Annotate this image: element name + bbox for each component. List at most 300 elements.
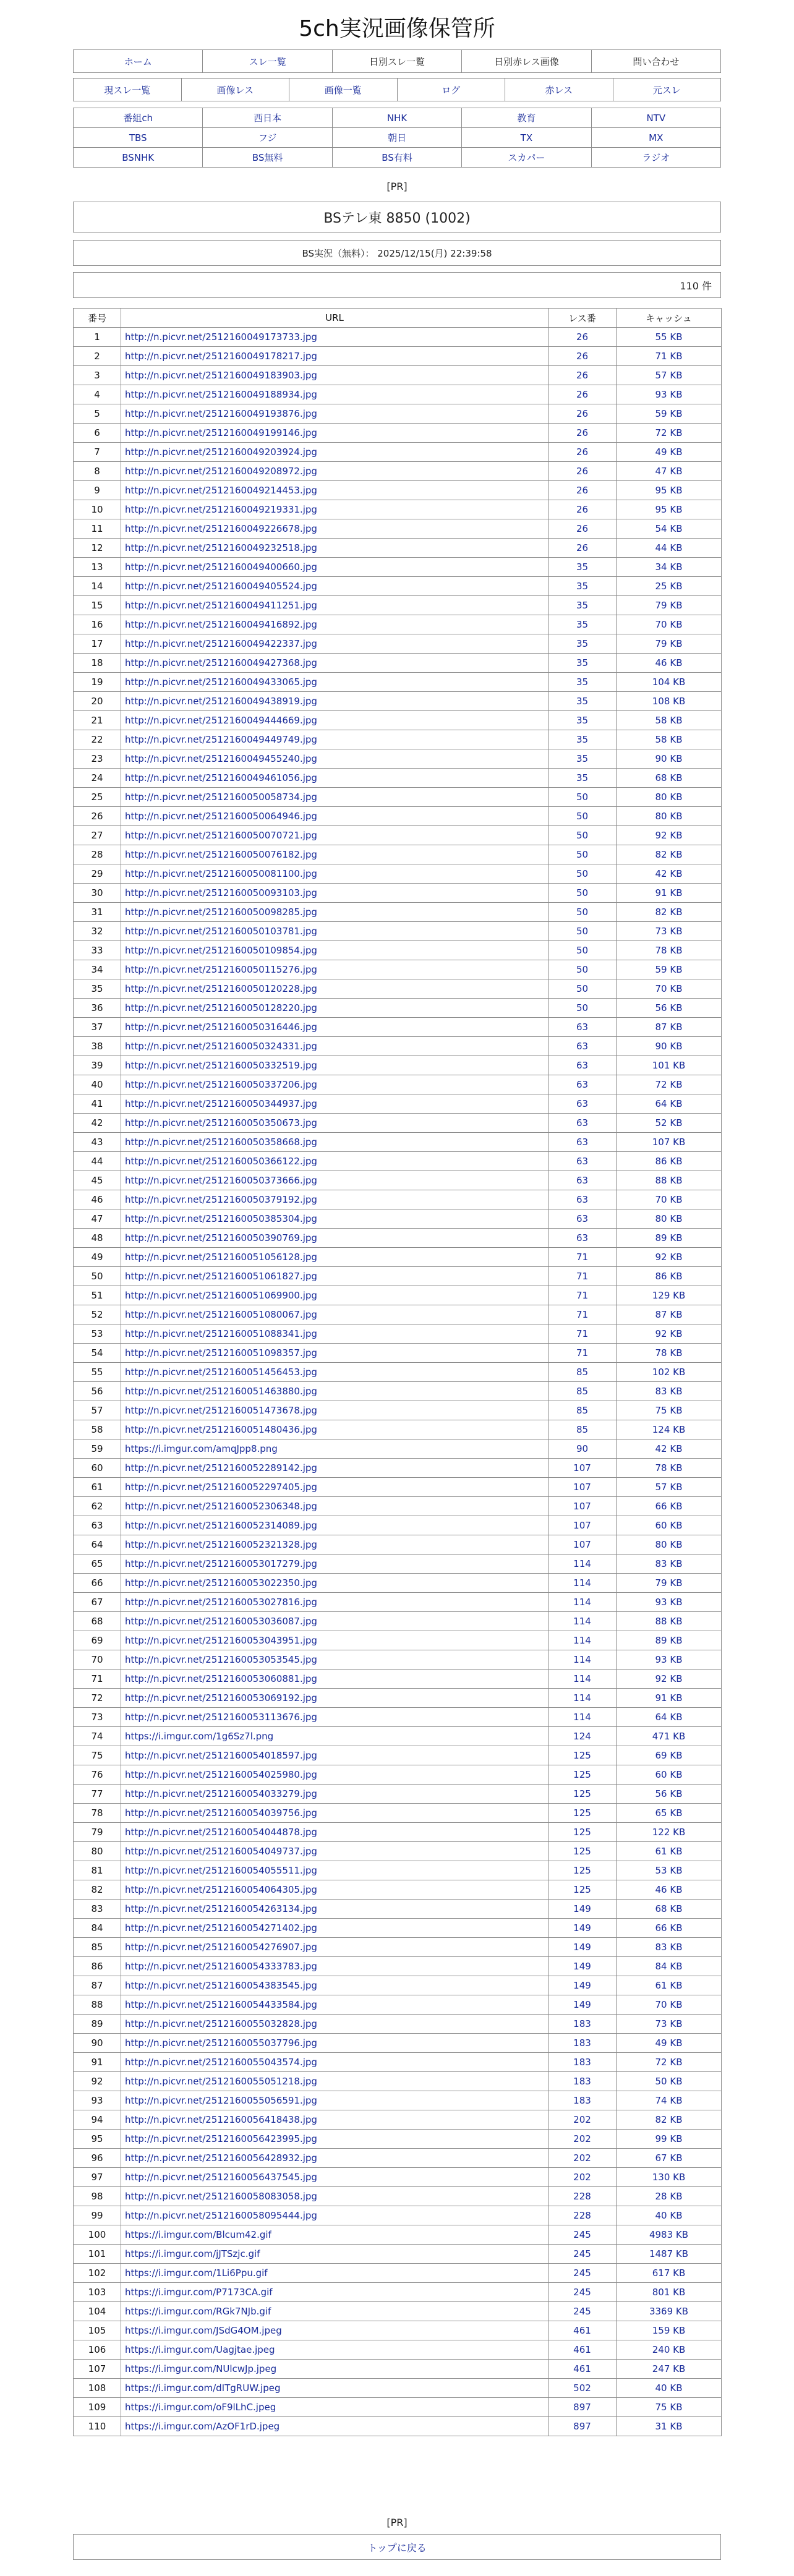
res-number-link[interactable]: 149 [549,1900,617,1919]
channel-link[interactable]: NHK [333,108,462,128]
cache-size-link[interactable]: 79 KB [617,596,722,615]
image-url-link[interactable]: http://n.picvr.net/2512160050344937.jpg [121,1094,549,1114]
image-url-link[interactable]: http://n.picvr.net/2512160049427368.jpg [121,654,549,673]
image-url-link[interactable]: http://n.picvr.net/2512160050324331.jpg [121,1037,549,1056]
res-number-link[interactable]: 50 [549,864,617,884]
cache-size-link[interactable]: 46 KB [617,654,722,673]
cache-size-link[interactable]: 25 KB [617,577,722,596]
image-url-link[interactable]: http://n.picvr.net/2512160053017279.jpg [121,1555,549,1574]
cache-size-link[interactable]: 89 KB [617,1631,722,1650]
res-number-link[interactable]: 71 [549,1344,617,1363]
cache-size-link[interactable]: 247 KB [617,2360,722,2379]
res-number-link[interactable]: 50 [549,788,617,807]
res-number-link[interactable]: 149 [549,1919,617,1938]
image-url-link[interactable]: http://n.picvr.net/2512160053043951.jpg [121,1631,549,1650]
cache-size-link[interactable]: 73 KB [617,2015,722,2034]
image-url-link[interactable]: http://n.picvr.net/2512160051098357.jpg [121,1344,549,1363]
cache-size-link[interactable]: 80 KB [617,807,722,826]
cache-size-link[interactable]: 59 KB [617,404,722,424]
res-number-link[interactable]: 107 [549,1478,617,1497]
cache-size-link[interactable]: 240 KB [617,2340,722,2360]
cache-size-link[interactable]: 92 KB [617,1248,722,1267]
res-number-link[interactable]: 125 [549,1785,617,1804]
res-number-link[interactable]: 71 [549,1267,617,1286]
res-number-link[interactable]: 114 [549,1670,617,1689]
cache-size-link[interactable]: 69 KB [617,1746,722,1765]
cache-size-link[interactable]: 61 KB [617,1976,722,1995]
image-url-link[interactable]: http://n.picvr.net/2512160050350673.jpg [121,1114,549,1133]
image-url-link[interactable]: http://n.picvr.net/2512160050385304.jpg [121,1209,549,1229]
cache-size-link[interactable]: 88 KB [617,1171,722,1190]
image-url-link[interactable]: http://n.picvr.net/2512160050064946.jpg [121,807,549,826]
res-number-link[interactable]: 50 [549,922,617,941]
res-number-link[interactable]: 63 [549,1190,617,1209]
image-url-link[interactable]: http://n.picvr.net/2512160054433584.jpg [121,1995,549,2015]
res-number-link[interactable]: 125 [549,1880,617,1900]
cache-size-link[interactable]: 52 KB [617,1114,722,1133]
image-url-link[interactable]: http://n.picvr.net/2512160053027816.jpg [121,1593,549,1612]
cache-size-link[interactable]: 68 KB [617,1900,722,1919]
res-number-link[interactable]: 35 [549,596,617,615]
image-url-link[interactable]: http://n.picvr.net/2512160054044878.jpg [121,1823,549,1842]
image-url-link[interactable]: http://n.picvr.net/2512160054049737.jpg [121,1842,549,1861]
cache-size-link[interactable]: 86 KB [617,1152,722,1171]
res-number-link[interactable]: 107 [549,1497,617,1516]
cache-size-link[interactable]: 72 KB [617,1075,722,1094]
cache-size-link[interactable]: 159 KB [617,2321,722,2340]
cache-size-link[interactable]: 72 KB [617,424,722,443]
cache-size-link[interactable]: 80 KB [617,788,722,807]
image-url-link[interactable]: https://i.imgur.com/Uagjtae.jpeg [121,2340,549,2360]
image-url-link[interactable]: http://n.picvr.net/2512160054025980.jpg [121,1765,549,1785]
cache-size-link[interactable]: 471 KB [617,1727,722,1746]
cache-size-link[interactable]: 92 KB [617,1324,722,1344]
cache-size-link[interactable]: 66 KB [617,1919,722,1938]
channel-link[interactable]: TX [462,128,591,148]
res-number-link[interactable]: 114 [549,1689,617,1708]
channel-link[interactable]: 西日本 [203,108,332,128]
cache-size-link[interactable]: 68 KB [617,769,722,788]
res-number-link[interactable]: 35 [549,673,617,692]
image-url-link[interactable]: http://n.picvr.net/2512160055051218.jpg [121,2072,549,2091]
res-number-link[interactable]: 35 [549,749,617,769]
res-number-link[interactable]: 26 [549,539,617,558]
res-number-link[interactable]: 26 [549,519,617,539]
cache-size-link[interactable]: 101 KB [617,1056,722,1075]
image-url-link[interactable]: http://n.picvr.net/2512160050358668.jpg [121,1133,549,1152]
cache-size-link[interactable]: 31 KB [617,2417,722,2436]
image-url-link[interactable]: https://i.imgur.com/oF9lLhC.jpeg [121,2398,549,2417]
image-url-link[interactable]: http://n.picvr.net/2512160053053545.jpg [121,1650,549,1670]
res-number-link[interactable]: 114 [549,1593,617,1612]
cache-size-link[interactable]: 87 KB [617,1305,722,1324]
res-number-link[interactable]: 125 [549,1842,617,1861]
res-number-link[interactable]: 202 [549,2110,617,2130]
cache-size-link[interactable]: 71 KB [617,347,722,366]
cache-size-link[interactable]: 40 KB [617,2206,722,2225]
res-number-link[interactable]: 26 [549,481,617,500]
image-url-link[interactable]: https://i.imgur.com/JSdG4OM.jpeg [121,2321,549,2340]
image-url-link[interactable]: http://n.picvr.net/2512160051088341.jpg [121,1324,549,1344]
res-number-link[interactable]: 124 [549,1727,617,1746]
cache-size-link[interactable]: 64 KB [617,1094,722,1114]
image-url-link[interactable]: http://n.picvr.net/2512160050093103.jpg [121,884,549,903]
image-url-link[interactable]: http://n.picvr.net/2512160055043574.jpg [121,2053,549,2072]
image-url-link[interactable]: http://n.picvr.net/2512160049438919.jpg [121,692,549,711]
res-number-link[interactable]: 50 [549,941,617,960]
res-number-link[interactable]: 897 [549,2417,617,2436]
res-number-link[interactable]: 125 [549,1746,617,1765]
res-number-link[interactable]: 245 [549,2302,617,2321]
nav-original-thread-link[interactable]: 元スレ [613,79,722,101]
image-url-link[interactable]: http://n.picvr.net/2512160049193876.jpg [121,404,549,424]
image-url-link[interactable]: http://n.picvr.net/2512160049208972.jpg [121,462,549,481]
res-number-link[interactable]: 125 [549,1823,617,1842]
cache-size-link[interactable]: 92 KB [617,1670,722,1689]
image-url-link[interactable]: http://n.picvr.net/2512160050076182.jpg [121,845,549,864]
res-number-link[interactable]: 26 [549,443,617,462]
res-number-link[interactable]: 107 [549,1516,617,1535]
cache-size-link[interactable]: 78 KB [617,941,722,960]
res-number-link[interactable]: 26 [549,328,617,347]
channel-link[interactable]: TBS [74,128,203,148]
res-number-link[interactable]: 35 [549,558,617,577]
cache-size-link[interactable]: 44 KB [617,539,722,558]
res-number-link[interactable]: 114 [549,1631,617,1650]
nav-contact-link[interactable]: 問い合わせ [592,50,721,72]
image-url-link[interactable]: http://n.picvr.net/2512160049449749.jpg [121,730,549,749]
image-url-link[interactable]: http://n.picvr.net/2512160049461056.jpg [121,769,549,788]
cache-size-link[interactable]: 124 KB [617,1420,722,1439]
cache-size-link[interactable]: 93 KB [617,385,722,404]
res-number-link[interactable]: 502 [549,2379,617,2398]
cache-size-link[interactable]: 66 KB [617,1497,722,1516]
cache-size-link[interactable]: 75 KB [617,2398,722,2417]
res-number-link[interactable]: 35 [549,730,617,749]
image-url-link[interactable]: http://n.picvr.net/2512160054055511.jpg [121,1861,549,1880]
res-number-link[interactable]: 228 [549,2187,617,2206]
image-url-link[interactable]: http://n.picvr.net/2512160049405524.jpg [121,577,549,596]
res-number-link[interactable]: 35 [549,692,617,711]
cache-size-link[interactable]: 95 KB [617,481,722,500]
nav-daily-threads-link[interactable]: 日別スレ一覧 [333,50,462,72]
image-url-link[interactable]: http://n.picvr.net/2512160050316446.jpg [121,1018,549,1037]
image-url-link[interactable]: http://n.picvr.net/2512160049219331.jpg [121,500,549,519]
res-number-link[interactable]: 202 [549,2168,617,2187]
channel-link[interactable]: NTV [592,108,721,128]
cache-size-link[interactable]: 47 KB [617,462,722,481]
res-number-link[interactable]: 183 [549,2072,617,2091]
res-number-link[interactable]: 85 [549,1363,617,1382]
res-number-link[interactable]: 26 [549,462,617,481]
cache-size-link[interactable]: 56 KB [617,999,722,1018]
cache-size-link[interactable]: 108 KB [617,692,722,711]
back-to-top-link[interactable]: トップに戻る [73,2534,721,2560]
cache-size-link[interactable]: 60 KB [617,1516,722,1535]
image-url-link[interactable]: http://n.picvr.net/2512160054018597.jpg [121,1746,549,1765]
image-url-link[interactable]: http://n.picvr.net/2512160051069900.jpg [121,1286,549,1305]
image-url-link[interactable]: http://n.picvr.net/2512160054064305.jpg [121,1880,549,1900]
image-url-link[interactable]: http://n.picvr.net/2512160054039756.jpg [121,1804,549,1823]
image-url-link[interactable]: http://n.picvr.net/2512160058083058.jpg [121,2187,549,2206]
image-url-link[interactable]: http://n.picvr.net/2512160049183903.jpg [121,366,549,385]
channel-link[interactable]: フジ [203,128,332,148]
image-url-link[interactable]: http://n.picvr.net/2512160051473678.jpg [121,1401,549,1420]
image-url-link[interactable]: http://n.picvr.net/2512160051056128.jpg [121,1248,549,1267]
nav-image-res-link[interactable]: 画像レス [182,79,290,101]
res-number-link[interactable]: 114 [549,1708,617,1727]
cache-size-link[interactable]: 95 KB [617,500,722,519]
res-number-link[interactable]: 50 [549,884,617,903]
cache-size-link[interactable]: 78 KB [617,1459,722,1478]
res-number-link[interactable]: 461 [549,2360,617,2379]
channel-link[interactable]: MX [592,128,721,148]
cache-size-link[interactable]: 57 KB [617,366,722,385]
res-number-link[interactable]: 149 [549,1995,617,2015]
cache-size-link[interactable]: 50 KB [617,2072,722,2091]
image-url-link[interactable]: http://n.picvr.net/2512160050081100.jpg [121,864,549,884]
image-url-link[interactable]: http://n.picvr.net/2512160049422337.jpg [121,634,549,654]
image-url-link[interactable]: http://n.picvr.net/2512160052314089.jpg [121,1516,549,1535]
res-number-link[interactable]: 125 [549,1765,617,1785]
res-number-link[interactable]: 125 [549,1861,617,1880]
res-number-link[interactable]: 35 [549,711,617,730]
res-number-link[interactable]: 461 [549,2340,617,2360]
res-number-link[interactable]: 35 [549,577,617,596]
image-url-link[interactable]: https://i.imgur.com/Blcum42.gif [121,2225,549,2245]
cache-size-link[interactable]: 617 KB [617,2264,722,2283]
image-url-link[interactable]: http://n.picvr.net/2512160050366122.jpg [121,1152,549,1171]
res-number-link[interactable]: 35 [549,654,617,673]
image-url-link[interactable]: http://n.picvr.net/2512160049178217.jpg [121,347,549,366]
image-url-link[interactable]: http://n.picvr.net/2512160050379192.jpg [121,1190,549,1209]
image-url-link[interactable]: http://n.picvr.net/2512160058095444.jpg [121,2206,549,2225]
channel-link[interactable]: 朝日 [333,128,462,148]
channel-link[interactable]: 番組ch [74,108,203,128]
nav-red-res-link[interactable]: 赤レス [505,79,613,101]
res-number-link[interactable]: 26 [549,500,617,519]
image-url-link[interactable]: https://i.imgur.com/dITgRUW.jpeg [121,2379,549,2398]
res-number-link[interactable]: 114 [549,1555,617,1574]
res-number-link[interactable]: 149 [549,1976,617,1995]
cache-size-link[interactable]: 93 KB [617,1650,722,1670]
cache-size-link[interactable]: 86 KB [617,1267,722,1286]
cache-size-link[interactable]: 84 KB [617,1957,722,1976]
res-number-link[interactable]: 26 [549,424,617,443]
cache-size-link[interactable]: 57 KB [617,1478,722,1497]
image-url-link[interactable]: http://n.picvr.net/2512160053069192.jpg [121,1689,549,1708]
image-url-link[interactable]: http://n.picvr.net/2512160051061827.jpg [121,1267,549,1286]
image-url-link[interactable]: http://n.picvr.net/2512160050109854.jpg [121,941,549,960]
res-number-link[interactable]: 245 [549,2264,617,2283]
image-url-link[interactable]: http://n.picvr.net/2512160053060881.jpg [121,1670,549,1689]
res-number-link[interactable]: 202 [549,2130,617,2149]
image-url-link[interactable]: https://i.imgur.com/RGk7NJb.gif [121,2302,549,2321]
image-url-link[interactable]: http://n.picvr.net/2512160050373666.jpg [121,1171,549,1190]
res-number-link[interactable]: 50 [549,826,617,845]
image-url-link[interactable]: http://n.picvr.net/2512160052297405.jpg [121,1478,549,1497]
image-url-link[interactable]: http://n.picvr.net/2512160051080067.jpg [121,1305,549,1324]
res-number-link[interactable]: 149 [549,1957,617,1976]
cache-size-link[interactable]: 104 KB [617,673,722,692]
image-url-link[interactable]: http://n.picvr.net/2512160050390769.jpg [121,1229,549,1248]
image-url-link[interactable]: http://n.picvr.net/2512160049214453.jpg [121,481,549,500]
res-number-link[interactable]: 63 [549,1075,617,1094]
image-url-link[interactable]: http://n.picvr.net/2512160053022350.jpg [121,1574,549,1593]
cache-size-link[interactable]: 56 KB [617,1785,722,1804]
image-url-link[interactable]: http://n.picvr.net/2512160049173733.jpg [121,328,549,347]
image-url-link[interactable]: https://i.imgur.com/amqJpp8.png [121,1439,549,1459]
res-number-link[interactable]: 50 [549,903,617,922]
cache-size-link[interactable]: 61 KB [617,1842,722,1861]
image-url-link[interactable]: http://n.picvr.net/2512160049199146.jpg [121,424,549,443]
cache-size-link[interactable]: 40 KB [617,2379,722,2398]
image-url-link[interactable]: http://n.picvr.net/2512160050070721.jpg [121,826,549,845]
res-number-link[interactable]: 107 [549,1535,617,1555]
nav-thread-list-link[interactable]: スレ一覧 [203,50,332,72]
image-url-link[interactable]: http://n.picvr.net/2512160050337206.jpg [121,1075,549,1094]
res-number-link[interactable]: 63 [549,1152,617,1171]
image-url-link[interactable]: http://n.picvr.net/2512160056437545.jpg [121,2168,549,2187]
cache-size-link[interactable]: 70 KB [617,979,722,999]
cache-size-link[interactable]: 88 KB [617,1612,722,1631]
res-number-link[interactable]: 63 [549,1171,617,1190]
res-number-link[interactable]: 85 [549,1382,617,1401]
cache-size-link[interactable]: 42 KB [617,1439,722,1459]
cache-size-link[interactable]: 801 KB [617,2283,722,2302]
cache-size-link[interactable]: 55 KB [617,328,722,347]
image-url-link[interactable]: http://n.picvr.net/2512160056423995.jpg [121,2130,549,2149]
res-number-link[interactable]: 63 [549,1229,617,1248]
cache-size-link[interactable]: 90 KB [617,1037,722,1056]
res-number-link[interactable]: 897 [549,2398,617,2417]
res-number-link[interactable]: 245 [549,2245,617,2264]
image-url-link[interactable]: https://i.imgur.com/AzOF1rD.jpeg [121,2417,549,2436]
res-number-link[interactable]: 26 [549,366,617,385]
cache-size-link[interactable]: 130 KB [617,2168,722,2187]
res-number-link[interactable]: 202 [549,2149,617,2168]
res-number-link[interactable]: 71 [549,1286,617,1305]
image-url-link[interactable]: http://n.picvr.net/2512160049232518.jpg [121,539,549,558]
cache-size-link[interactable]: 83 KB [617,1938,722,1957]
image-url-link[interactable]: http://n.picvr.net/2512160053113676.jpg [121,1708,549,1727]
image-url-link[interactable]: http://n.picvr.net/2512160050058734.jpg [121,788,549,807]
channel-link[interactable]: BS有料 [333,148,462,168]
cache-size-link[interactable]: 129 KB [617,1286,722,1305]
cache-size-link[interactable]: 4983 KB [617,2225,722,2245]
cache-size-link[interactable]: 53 KB [617,1861,722,1880]
image-url-link[interactable]: http://n.picvr.net/2512160054333783.jpg [121,1957,549,1976]
cache-size-link[interactable]: 58 KB [617,711,722,730]
res-number-link[interactable]: 114 [549,1650,617,1670]
cache-size-link[interactable]: 80 KB [617,1209,722,1229]
image-url-link[interactable]: http://n.picvr.net/2512160056428932.jpg [121,2149,549,2168]
res-number-link[interactable]: 71 [549,1324,617,1344]
res-number-link[interactable]: 90 [549,1439,617,1459]
image-url-link[interactable]: http://n.picvr.net/2512160049226678.jpg [121,519,549,539]
image-url-link[interactable]: http://n.picvr.net/2512160054263134.jpg [121,1900,549,1919]
res-number-link[interactable]: 149 [549,1938,617,1957]
cache-size-link[interactable]: 65 KB [617,1804,722,1823]
nav-home-link[interactable]: ホーム [74,50,203,72]
cache-size-link[interactable]: 75 KB [617,1401,722,1420]
cache-size-link[interactable]: 59 KB [617,960,722,979]
res-number-link[interactable]: 183 [549,2015,617,2034]
cache-size-link[interactable]: 64 KB [617,1708,722,1727]
image-url-link[interactable]: http://n.picvr.net/2512160054383545.jpg [121,1976,549,1995]
channel-link[interactable]: ラジオ [592,148,721,168]
cache-size-link[interactable]: 58 KB [617,730,722,749]
cache-size-link[interactable]: 79 KB [617,634,722,654]
res-number-link[interactable]: 50 [549,845,617,864]
nav-daily-red-images-link[interactable]: 日別赤レス画像 [462,50,591,72]
channel-link[interactable]: BSNHK [74,148,203,168]
cache-size-link[interactable]: 83 KB [617,1382,722,1401]
image-url-link[interactable]: http://n.picvr.net/2512160055037796.jpg [121,2034,549,2053]
res-number-link[interactable]: 183 [549,2034,617,2053]
cache-size-link[interactable]: 93 KB [617,1593,722,1612]
image-url-link[interactable]: http://n.picvr.net/2512160050098285.jpg [121,903,549,922]
cache-size-link[interactable]: 122 KB [617,1823,722,1842]
cache-size-link[interactable]: 91 KB [617,884,722,903]
cache-size-link[interactable]: 46 KB [617,1880,722,1900]
image-url-link[interactable]: http://n.picvr.net/2512160050120228.jpg [121,979,549,999]
res-number-link[interactable]: 50 [549,979,617,999]
cache-size-link[interactable]: 3369 KB [617,2302,722,2321]
res-number-link[interactable]: 50 [549,807,617,826]
image-url-link[interactable]: https://i.imgur.com/jJTSzjc.gif [121,2245,549,2264]
res-number-link[interactable]: 114 [549,1612,617,1631]
res-number-link[interactable]: 461 [549,2321,617,2340]
image-url-link[interactable]: http://n.picvr.net/2512160049203924.jpg [121,443,549,462]
image-url-link[interactable]: http://n.picvr.net/2512160050115276.jpg [121,960,549,979]
cache-size-link[interactable]: 82 KB [617,845,722,864]
cache-size-link[interactable]: 54 KB [617,519,722,539]
res-number-link[interactable]: 183 [549,2053,617,2072]
cache-size-link[interactable]: 49 KB [617,443,722,462]
cache-size-link[interactable]: 102 KB [617,1363,722,1382]
image-url-link[interactable]: https://i.imgur.com/1Li6Ppu.gif [121,2264,549,2283]
image-url-link[interactable]: http://n.picvr.net/2512160050103781.jpg [121,922,549,941]
res-number-link[interactable]: 35 [549,769,617,788]
image-url-link[interactable]: http://n.picvr.net/2512160051456453.jpg [121,1363,549,1382]
res-number-link[interactable]: 114 [549,1574,617,1593]
res-number-link[interactable]: 63 [549,1018,617,1037]
image-url-link[interactable]: http://n.picvr.net/2512160049411251.jpg [121,596,549,615]
res-number-link[interactable]: 245 [549,2283,617,2302]
cache-size-link[interactable]: 83 KB [617,1555,722,1574]
res-number-link[interactable]: 183 [549,2091,617,2110]
nav-current-threads-link[interactable]: 現スレ一覧 [74,79,182,101]
cache-size-link[interactable]: 92 KB [617,826,722,845]
cache-size-link[interactable]: 1487 KB [617,2245,722,2264]
cache-size-link[interactable]: 79 KB [617,1574,722,1593]
cache-size-link[interactable]: 60 KB [617,1765,722,1785]
res-number-link[interactable]: 71 [549,1305,617,1324]
cache-size-link[interactable]: 89 KB [617,1229,722,1248]
res-number-link[interactable]: 35 [549,634,617,654]
res-number-link[interactable]: 63 [549,1209,617,1229]
channel-link[interactable]: 教育 [462,108,591,128]
res-number-link[interactable]: 85 [549,1401,617,1420]
image-url-link[interactable]: http://n.picvr.net/2512160055032828.jpg [121,2015,549,2034]
cache-size-link[interactable]: 82 KB [617,903,722,922]
res-number-link[interactable]: 71 [549,1248,617,1267]
res-number-link[interactable]: 63 [549,1037,617,1056]
channel-link[interactable]: スカパー [462,148,591,168]
cache-size-link[interactable]: 91 KB [617,1689,722,1708]
image-url-link[interactable]: http://n.picvr.net/2512160054033279.jpg [121,1785,549,1804]
